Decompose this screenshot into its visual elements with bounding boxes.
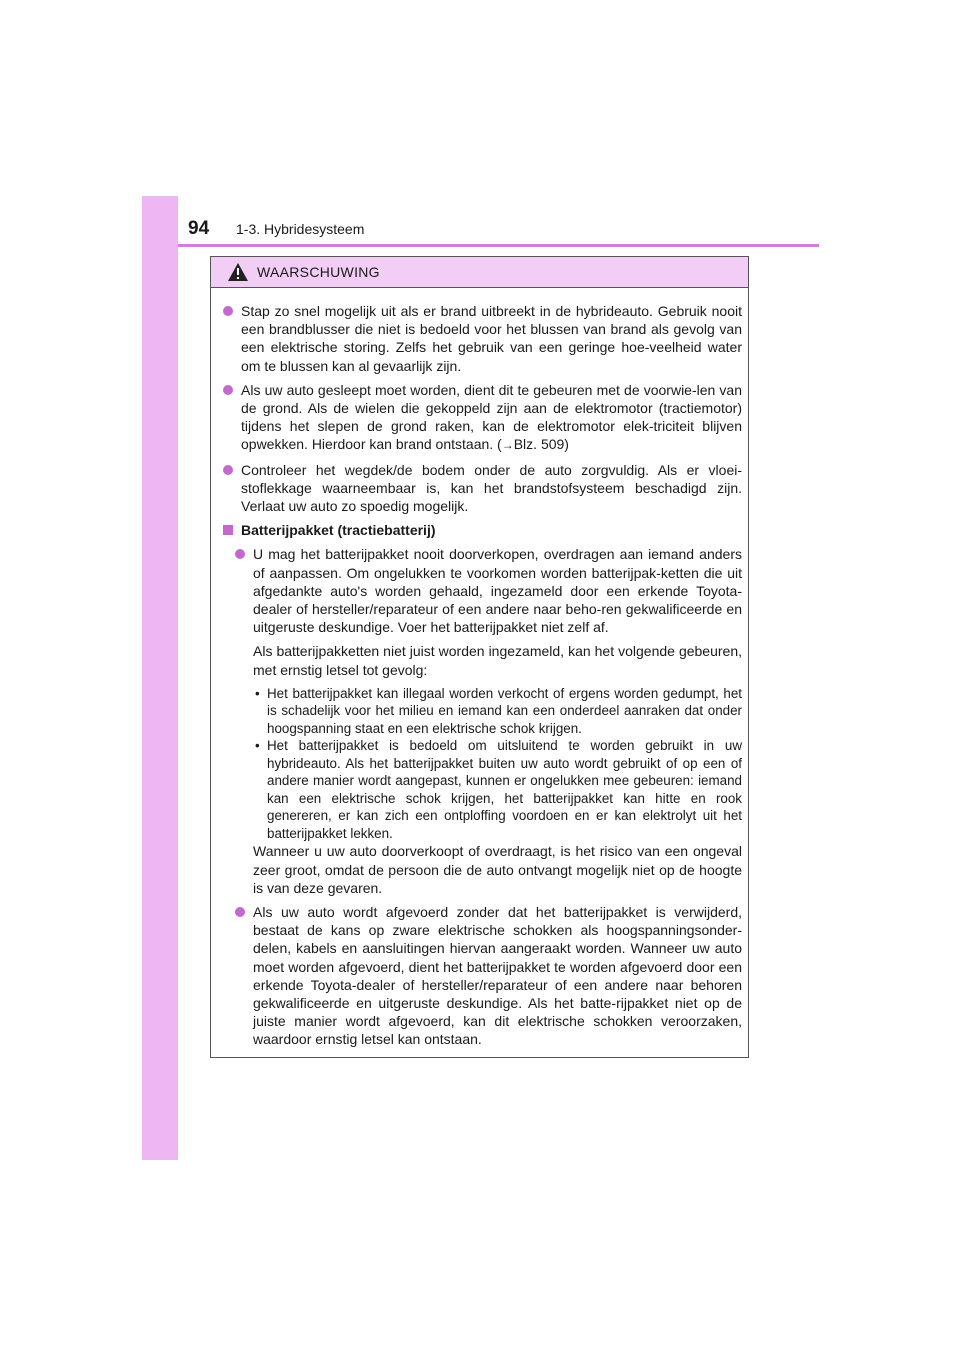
bullet-dot bbox=[235, 907, 245, 917]
bullet-dot bbox=[223, 385, 233, 395]
sub-bullet-text: Het batterijpakket kan illegaal worden verkocht of ergens worden gedumpt, het is schadelijk voor het milieu en iemand kan een onderdeel aanraken dat onder hoogspanning staat en een elektrische schok krijgen. bbox=[267, 685, 742, 736]
warning-bullet-fire bbox=[221, 302, 742, 375]
battery-subsection-title bbox=[221, 521, 742, 539]
bullet-mark: • bbox=[255, 738, 260, 754]
warning-bullet-towing bbox=[221, 381, 742, 455]
warning-title: WAARSCHUWING bbox=[257, 264, 380, 280]
bullet-mark: • bbox=[255, 685, 260, 701]
battery-sub-bullet bbox=[221, 737, 742, 842]
bullet-dot bbox=[235, 549, 245, 559]
section-title: 1-3. Hybridesysteem bbox=[236, 221, 365, 237]
page-reference-link[interactable]: Blz. 509) bbox=[513, 436, 569, 453]
page-number: 94 bbox=[188, 218, 210, 239]
battery-bullet-text: U mag het batterijpakket nooit doorverkopen, overdragen aan iemand anders of aanpassen. Om ongelukken te voorkomen worden batterijpak-ketten die uit afgedankte auto's worden gehaald, ingezameld door een erkende Toyota-dealer of hersteller/reparateur of een andere naar beho-ren gekwalificeerde en uitgeruste deskundige. Voer het batterijpakket niet zelf af. bbox=[253, 546, 742, 636]
battery-paragraph: Als batterijpakketten niet juist worden ingezameld, kan het volgende gebeuren, met ernstig letsel tot gevolg: bbox=[253, 643, 742, 678]
sub-bullet-text: Het batterijpakket is bedoeld om uitsluitend te worden gebruikt in uw hybrideauto. Als het batterijpakket buiten uw auto wordt gebruikt of op een of andere manier wordt aangepast, kunnen er ongelukken mee gebeuren: iemand kan een elektrische schok krijgen, het batterijpakket kan hitte en rook genereren, er kan zich een ontploffing voordoen en er kan elektrolyt uit het batterijpakket lekken. bbox=[267, 738, 742, 841]
battery-bullet-text: Als uw auto wordt afgevoerd zonder dat het batterijpakket is verwijderd, bestaat de kans op zware elektrische schokken als hoogspanningsonder-delen, kabels en aansluitingen hiervan aangeraakt worden. Wanneer uw auto moet worden afgevoerd, dient het batterijpakket te worden afgevoerd door een erkende Toyota-dealer of hersteller/reparateur of een andere naar behoren gekwalificeerde en uitgeruste deskundige. Als het batte-rijpakket niet op de juiste manier wordt afgevoerd, kan dit elektrische schokken veroorzaken, waardoor ernstig letsel kan ontstaan. bbox=[253, 903, 742, 1048]
chapter-side-tab bbox=[142, 196, 178, 1160]
battery-bullet-disposal bbox=[221, 903, 742, 1049]
warning-bullet-text: Stap zo snel mogelijk uit als er brand uitbreekt in de hybrideauto. Gebruik nooit een brandblusser die niet is bedoeld voor het blussen van brand als gevolg van een elektrische storing. Zelfs het gebruik van een geringe hoe-veelheid water om te blussen kan al gevaarlijk zijn. bbox=[241, 303, 742, 374]
page-ref-arrow: → bbox=[501, 438, 514, 453]
battery-paragraph-2: Wanneer u uw auto doorverkoopt of overdraagt, is het risico van een ongeval zeer groot, omdat de persoon die de auto ontvangt mogelijk niet op de hoogte is van deze gevaren. bbox=[253, 843, 742, 896]
warning-header bbox=[211, 257, 748, 288]
header-rule bbox=[178, 244, 819, 247]
section-square-icon bbox=[223, 525, 233, 535]
subsection-title-text: Batterijpakket (tractiebatterij) bbox=[241, 522, 436, 539]
warning-bullet-text: Controleer het wegdek/de bodem onder de auto zorgvuldig. Als er vloei-stoflekkage waarneembaar is, kan het brandstofsysteem beschadigd zijn. Verlaat uw auto zo spoedig mogelijk. bbox=[241, 461, 742, 515]
bullet-dot bbox=[223, 306, 233, 316]
warning-bullet-leak bbox=[221, 461, 742, 516]
warning-triangle-icon bbox=[227, 262, 249, 282]
warning-box bbox=[210, 256, 749, 1058]
battery-bullet-resale bbox=[221, 545, 742, 636]
warning-body bbox=[211, 288, 748, 1049]
bullet-dot bbox=[223, 465, 233, 475]
warning-bullet-text: Als uw auto gesleept moet worden, dient dit te gebeuren met de voorwie-len van de grond. Als de wielen die gekoppeld zijn aan de elektromotor (tractiemotor) tijdens het slepen de grond raken, kan de elektromotor elek-triciteit blijven opwekken. Hierdoor kan brand ontstaan. ( bbox=[241, 381, 742, 453]
battery-sub-bullet bbox=[221, 685, 742, 738]
